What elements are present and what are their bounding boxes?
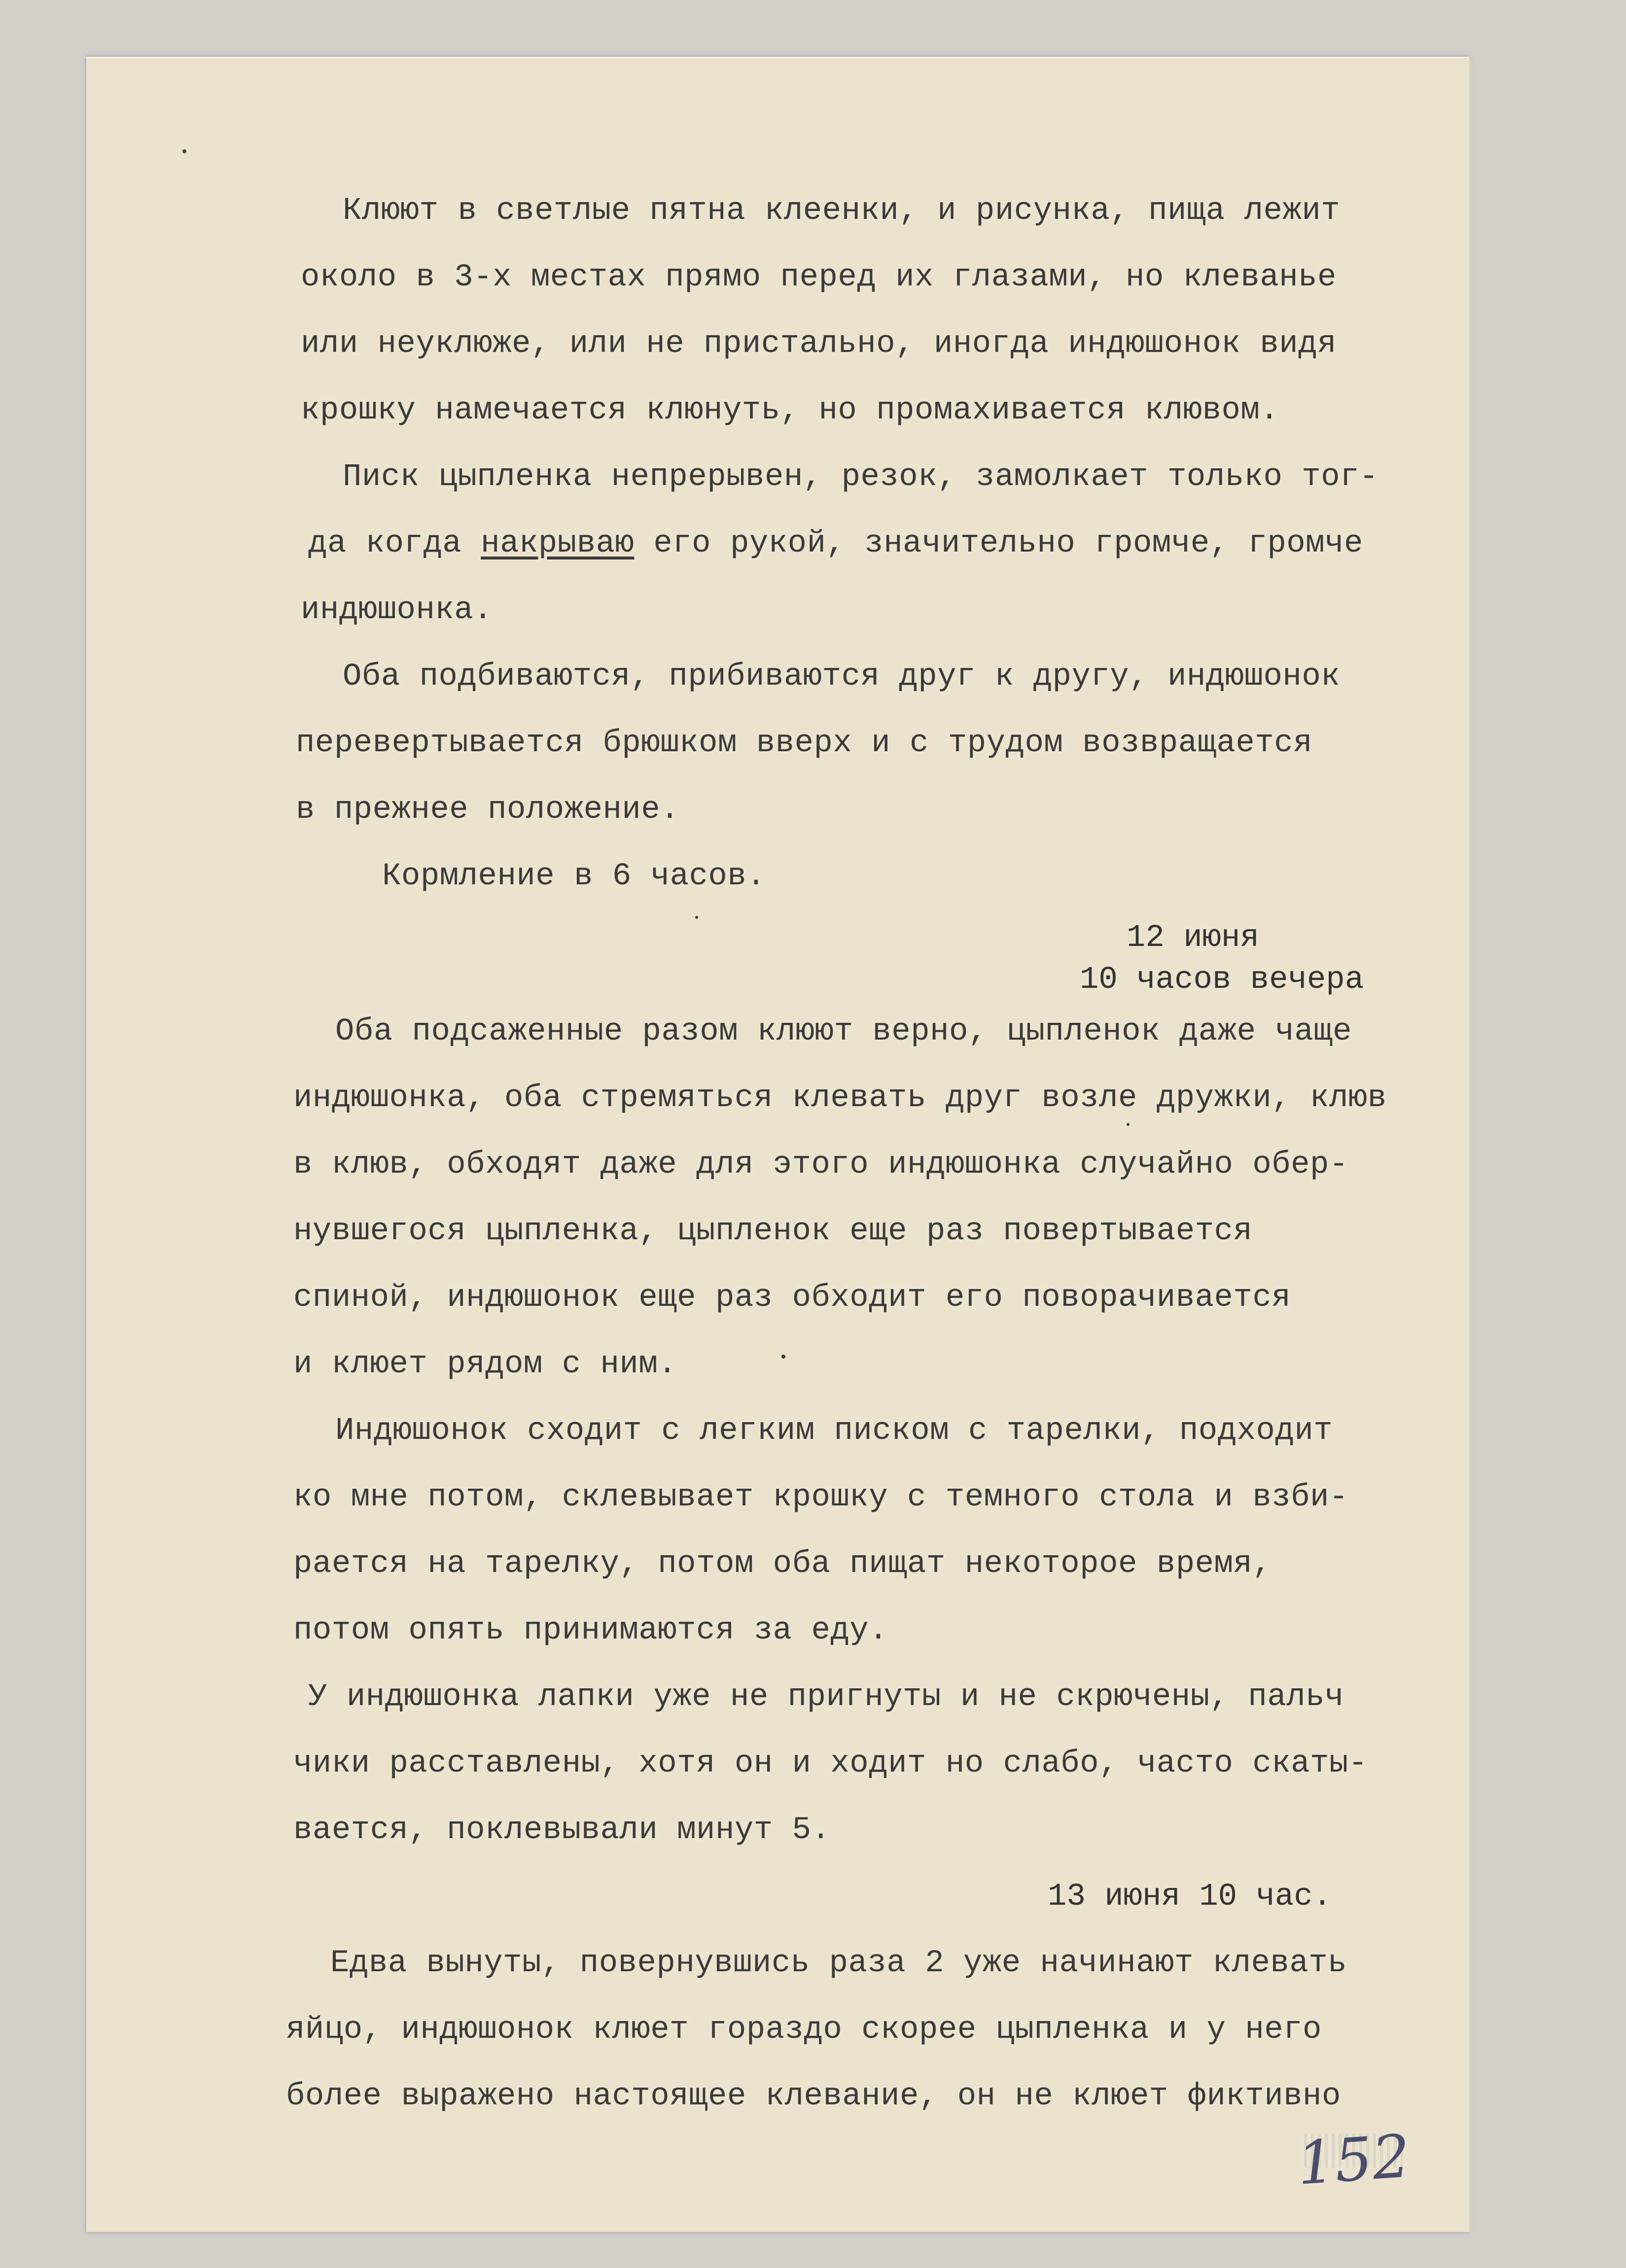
text-line-21: потом опять принимаются за еду. <box>293 1613 888 1648</box>
text-line-11: Кормление в 6 часов. <box>382 859 766 894</box>
page-number: 152 <box>1295 2122 1413 2198</box>
text-line-15: нувшегося цыпленка, цыпленок еще раз повертывается <box>293 1214 1253 1249</box>
text-line-23: чики расставлены, хотя он и ходит но слабо, часто скаты- <box>293 1746 1368 1781</box>
text-line-22: У индюшонка лапки уже не пригнуты и не скрючены, пальч <box>308 1679 1344 1715</box>
text-line-27: более выражено настоящее клевание, он не клюет фиктивно <box>286 2079 1341 2114</box>
text-line-16: спиной, индюшонок еще раз обходит его поворачивается <box>293 1280 1291 1316</box>
ink-speck <box>695 916 698 919</box>
text-line-6-start: да когда <box>308 526 481 561</box>
ink-speck <box>1127 1123 1130 1126</box>
text-line-26: яйцо, индюшонок клюет гораздо скорее цыпленка и у него <box>286 2012 1322 2048</box>
text-line-13: индюшонка, оба стремяться клевать друг возле дружки, клюв <box>293 1081 1387 1116</box>
text-line-8: Оба подбиваются, прибиваются друг к другу, индюшонок <box>343 659 1341 695</box>
time-heading-evening: 10 часов вечера <box>1080 962 1364 998</box>
date-heading-june-13: 13 июня 10 час. <box>1048 1879 1332 1915</box>
text-line-19: ко мне потом, склевывает крошку с темного стола и взби- <box>293 1480 1348 1515</box>
text-line-10: в прежнее положение. <box>296 792 680 828</box>
ink-speck <box>182 149 186 153</box>
text-line-24: вается, поклевывали минут 5. <box>293 1813 831 1848</box>
text-line-25: Едва вынуты, повернувшись раза 2 уже начинают клевать <box>330 1946 1347 1981</box>
page-edge <box>1469 58 1471 2232</box>
text-line-6 <box>308 524 1363 563</box>
text-line-18: Индюшонок сходит с легким писком с тарелки, подходит <box>335 1413 1333 1449</box>
text-line-5: Писк цыпленка непрерывен, резок, замолкает только тог- <box>343 459 1379 495</box>
text-line-14: в клюв, обходят даже для этого индюшонка случайно обер- <box>293 1147 1348 1183</box>
ink-speck <box>781 1355 785 1359</box>
text-line-4: крошку намечается клюнуть, но промахивается клювом. <box>301 393 1279 428</box>
text-line-3: или неуклюже, или не пристально, иногда индюшонок видя <box>301 326 1337 362</box>
text-line-20: рается на тарелку, потом оба пищат некоторое время, <box>293 1546 1272 1582</box>
text-line-6-end: его рукой, значительно громче, громче <box>634 526 1363 561</box>
date-heading-june-12: 12 июня <box>1127 920 1259 956</box>
text-line-2: около в 3-х местах прямо перед их глазами, но клеванье <box>301 260 1337 295</box>
document-page <box>86 57 1469 2232</box>
text-line-9: перевертывается брюшком вверх и с трудом возвращается <box>296 726 1313 761</box>
text-line-17: и клюет рядом с ним. <box>293 1347 677 1382</box>
text-line-7: индюшонка. <box>301 593 493 628</box>
text-line-1: Клюют в светлые пятна клеенки, и рисунка, пища лежит <box>343 193 1341 229</box>
underlined-word: накрываю <box>481 526 635 561</box>
text-line-12: Оба подсаженные разом клюют верно, цыпленок даже чаще <box>335 1014 1352 1049</box>
